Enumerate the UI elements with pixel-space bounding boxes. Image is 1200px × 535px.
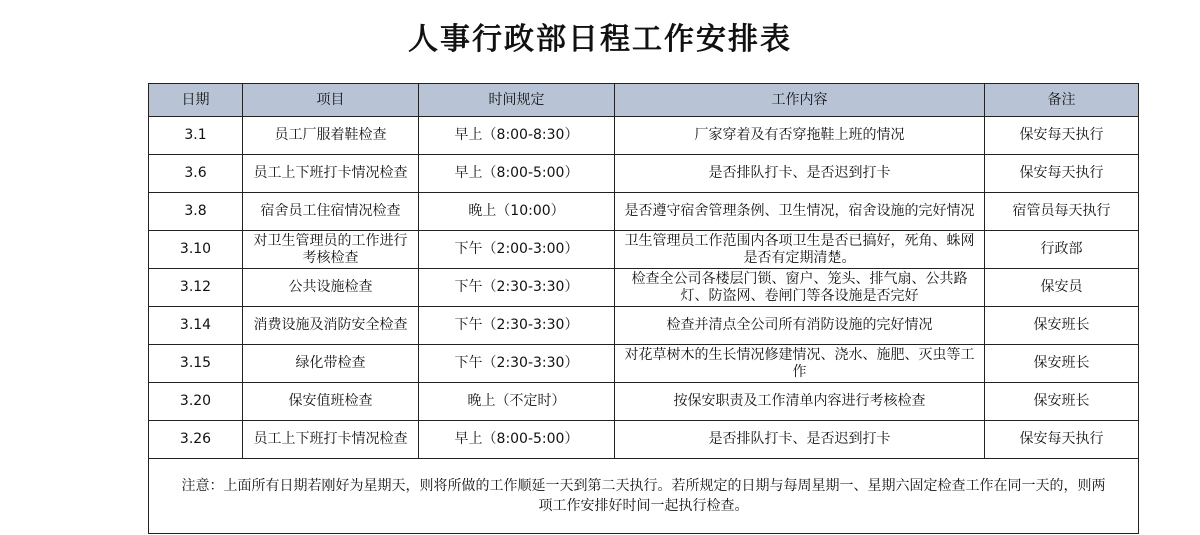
cell-item: 宿舍员工住宿情况检查 — [243, 193, 419, 231]
cell-date: 3.1 — [149, 117, 243, 155]
cell-date: 3.10 — [149, 231, 243, 269]
schedule-table — [148, 83, 1139, 534]
cell-remark: 宿管员每天执行 — [985, 193, 1139, 231]
header-item: 项目 — [243, 84, 419, 117]
table-row — [149, 155, 1139, 193]
table-row — [149, 307, 1139, 345]
table-row — [149, 383, 1139, 421]
cell-date: 3.12 — [149, 269, 243, 307]
cell-item: 公共设施检查 — [243, 269, 419, 307]
cell-content: 是否排队打卡、是否迟到打卡 — [615, 421, 985, 459]
table-row — [149, 421, 1139, 459]
cell-content: 是否排队打卡、是否迟到打卡 — [615, 155, 985, 193]
cell-content: 检查全公司各楼层门锁、窗户、笼头、排气扇、公共路灯、防盗网、卷闸门等各设施是否完好 — [615, 269, 985, 307]
cell-time: 晚上（不定时） — [419, 383, 615, 421]
cell-time: 早上（8:00-8:30） — [419, 117, 615, 155]
table-row — [149, 345, 1139, 383]
table-row — [149, 193, 1139, 231]
note-row — [149, 459, 1139, 534]
header-row — [149, 84, 1139, 117]
header-remark: 备注 — [985, 84, 1139, 117]
cell-date: 3.15 — [149, 345, 243, 383]
cell-time: 下午（2:00-3:00） — [419, 231, 615, 269]
cell-time: 早上（8:00-5:00） — [419, 421, 615, 459]
cell-remark: 行政部 — [985, 231, 1139, 269]
cell-remark: 保安每天执行 — [985, 421, 1139, 459]
cell-item: 员工上下班打卡情况检查 — [243, 155, 419, 193]
cell-content: 厂家穿着及有否穿拖鞋上班的情况 — [615, 117, 985, 155]
header-content: 工作内容 — [615, 84, 985, 117]
cell-content: 检查并清点全公司所有消防设施的完好情况 — [615, 307, 985, 345]
table-row — [149, 231, 1139, 269]
cell-content: 卫生管理员工作范围内各项卫生是否已搞好，死角、蛛网是否有定期清楚。 — [615, 231, 985, 269]
note-text: 注意：上面所有日期若刚好为星期天，则将所做的工作顺延一天到第二天执行。若所规定的日期与每周星期一、星期六固定检查工作在同一天的，则两项工作安排好时间一起执行检查。 — [149, 459, 1139, 534]
cell-remark: 保安班长 — [985, 345, 1139, 383]
table-row — [149, 117, 1139, 155]
cell-remark: 保安每天执行 — [985, 117, 1139, 155]
cell-remark: 保安班长 — [985, 383, 1139, 421]
cell-content: 是否遵守宿舍管理条例、卫生情况，宿舍设施的完好情况 — [615, 193, 985, 231]
header-date: 日期 — [149, 84, 243, 117]
cell-time: 下午（2:30-3:30） — [419, 307, 615, 345]
cell-item: 员工厂服着鞋检查 — [243, 117, 419, 155]
cell-item: 对卫生管理员的工作进行考核检查 — [243, 231, 419, 269]
cell-time: 下午（2:30-3:30） — [419, 345, 615, 383]
cell-remark: 保安员 — [985, 269, 1139, 307]
cell-time: 下午（2:30-3:30） — [419, 269, 615, 307]
page-title: 人事行政部日程工作安排表 — [408, 22, 792, 57]
cell-date: 3.8 — [149, 193, 243, 231]
cell-remark: 保安班长 — [985, 307, 1139, 345]
cell-time: 晚上（10:00） — [419, 193, 615, 231]
cell-date: 3.20 — [149, 383, 243, 421]
cell-date: 3.14 — [149, 307, 243, 345]
cell-date: 3.6 — [149, 155, 243, 193]
cell-item: 员工上下班打卡情况检查 — [243, 421, 419, 459]
cell-content: 按保安职责及工作清单内容进行考核检查 — [615, 383, 985, 421]
cell-item: 保安值班检查 — [243, 383, 419, 421]
header-time: 时间规定 — [419, 84, 615, 117]
cell-content: 对花草树木的生长情况修建情况、浇水、施肥、灭虫等工作 — [615, 345, 985, 383]
table-row — [149, 269, 1139, 307]
cell-item: 消费设施及消防安全检查 — [243, 307, 419, 345]
cell-item: 绿化带检查 — [243, 345, 419, 383]
cell-time: 早上（8:00-5:00） — [419, 155, 615, 193]
cell-date: 3.26 — [149, 421, 243, 459]
cell-remark: 保安每天执行 — [985, 155, 1139, 193]
